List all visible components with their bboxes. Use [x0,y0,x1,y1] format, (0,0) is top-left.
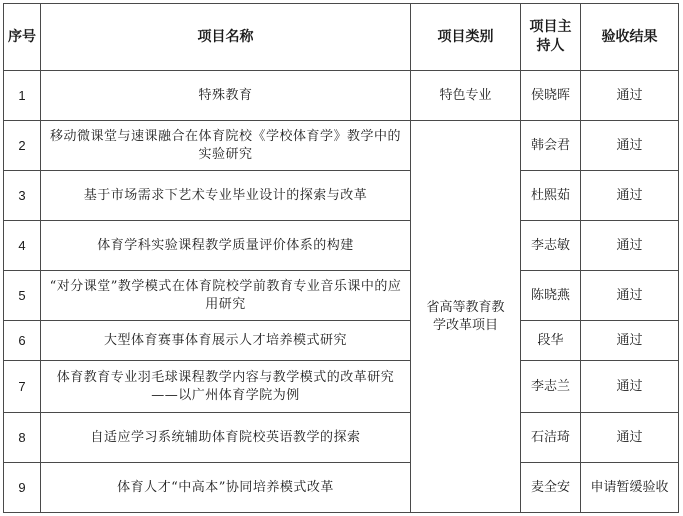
header-host: 项目主持人 [521,4,581,71]
table-row [4,321,679,361]
row-host: 李志敏 [521,221,581,271]
acceptance-results-table [3,3,679,513]
row-result: 通过 [581,413,679,463]
row-result: 申请暂缓验收 [581,463,679,513]
row-host: 李志兰 [521,361,581,413]
row-name: 特殊教育 [41,71,411,121]
row-index: 1 [4,71,41,121]
row-result: 通过 [581,121,679,171]
row-name: 大型体育赛事体育展示人才培养模式研究 [41,321,411,361]
row-name: 体育教育专业羽毛球课程教学内容与教学模式的改革研究——以广州体育学院为例 [41,361,411,413]
row-name: 体育学科实验课程教学质量评价体系的构建 [41,221,411,271]
header-row [4,4,679,71]
row-result: 通过 [581,171,679,221]
table-row [4,171,679,221]
row-host: 杜熙茹 [521,171,581,221]
row-index: 6 [4,321,41,361]
row-index: 2 [4,121,41,171]
row-name: 自适应学习系统辅助体育院校英语教学的探索 [41,413,411,463]
row-host: 麦全安 [521,463,581,513]
table-row [4,121,679,171]
row-host: 韩会君 [521,121,581,171]
row-name: 移动微课堂与速课融合在体育院校《学校体育学》教学中的实验研究 [41,121,411,171]
table-row [4,271,679,321]
row-result: 通过 [581,321,679,361]
row-index: 8 [4,413,41,463]
table-row [4,361,679,413]
row-result: 通过 [581,221,679,271]
row-host: 陈晓燕 [521,271,581,321]
header-result: 验收结果 [581,4,679,71]
header-category: 项目类别 [411,4,521,71]
row-result: 通过 [581,271,679,321]
row-name: 体育人才“中高本”协同培养模式改革 [41,463,411,513]
row-index: 7 [4,361,41,413]
row-index: 5 [4,271,41,321]
table-row [4,413,679,463]
row-index: 4 [4,221,41,271]
row-result: 通过 [581,361,679,413]
header-index: 序号 [4,4,41,71]
row-host: 侯晓晖 [521,71,581,121]
row-name: “对分课堂”教学模式在体育院校学前教育专业音乐课中的应用研究 [41,271,411,321]
table-row [4,221,679,271]
row-category: 特色专业 [411,71,521,121]
row-host: 段华 [521,321,581,361]
row-index: 3 [4,171,41,221]
header-name: 项目名称 [41,4,411,71]
row-host: 石洁琦 [521,413,581,463]
row-name: 基于市场需求下艺术专业毕业设计的探索与改革 [41,171,411,221]
table-row [4,71,679,121]
row-index: 9 [4,463,41,513]
merged-category-cell: 省高等教育教学改革项目 [411,121,521,513]
row-result: 通过 [581,71,679,121]
table-row [4,463,679,513]
